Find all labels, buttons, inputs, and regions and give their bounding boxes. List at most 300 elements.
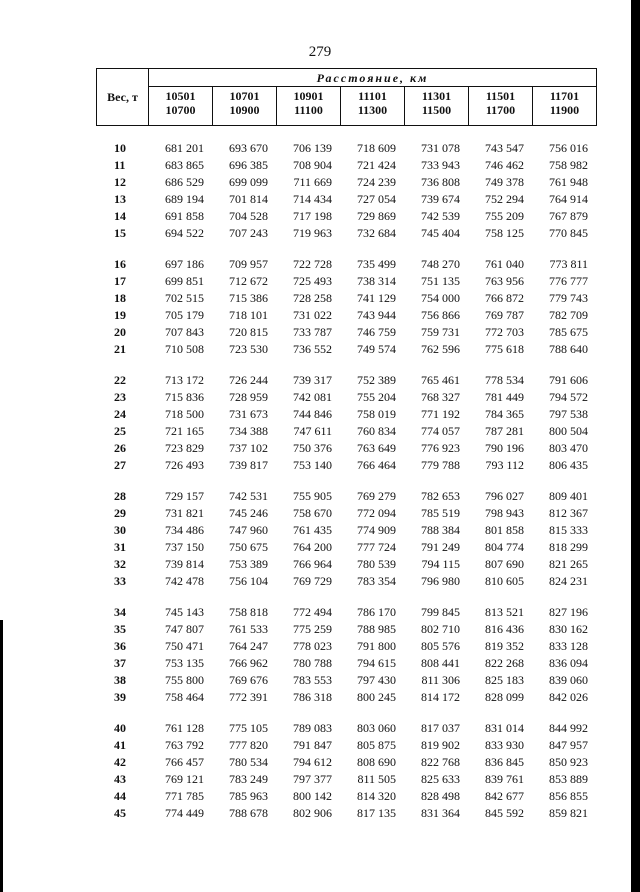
price-cell: 788 985 [357, 622, 396, 636]
table-row [96, 638, 596, 655]
weight-cell: 27 [114, 458, 126, 472]
price-cell: 784 365 [485, 407, 524, 421]
price-cell: 742 081 [293, 390, 332, 404]
price-cell: 769 279 [357, 489, 396, 503]
price-cell: 801 858 [485, 523, 524, 537]
price-cell: 805 576 [421, 639, 460, 653]
price-cell: 791 847 [293, 738, 332, 752]
distance-range-header [277, 87, 341, 126]
price-cell: 739 817 [229, 458, 268, 472]
price-cell: 778 023 [293, 639, 332, 653]
price-cell: 770 845 [549, 226, 588, 240]
price-cell: 788 384 [421, 523, 460, 537]
weight-cell: 20 [114, 325, 126, 339]
price-cell: 710 508 [165, 342, 204, 356]
table-row [96, 256, 596, 273]
price-cell: 723 530 [229, 342, 268, 356]
price-cell: 686 529 [165, 175, 204, 189]
price-cell: 745 143 [165, 605, 204, 619]
price-cell: 699 099 [229, 175, 268, 189]
price-cell: 720 815 [229, 325, 268, 339]
price-cell: 783 553 [293, 673, 332, 687]
distance-column-header: Расстояние, км [149, 69, 597, 87]
table-row [96, 324, 596, 341]
price-cell: 768 327 [421, 390, 460, 404]
weight-cell: 12 [114, 175, 126, 189]
weight-cell: 17 [114, 274, 126, 288]
price-cell: 717 198 [293, 209, 332, 223]
price-cell: 756 104 [229, 574, 268, 588]
price-cell: 706 139 [293, 141, 332, 155]
price-cell: 731 821 [165, 506, 204, 520]
group-spacer [96, 590, 596, 604]
price-cell: 788 640 [549, 342, 588, 356]
price-cell: 752 294 [485, 192, 524, 206]
price-cell: 707 243 [229, 226, 268, 240]
price-cell: 788 678 [229, 806, 268, 820]
price-cell: 839 060 [549, 673, 588, 687]
price-cell: 725 493 [293, 274, 332, 288]
price-cell: 778 534 [485, 373, 524, 387]
table-row [96, 539, 596, 556]
weight-cell: 45 [114, 806, 126, 820]
price-cell: 807 690 [485, 557, 524, 571]
price-cell: 836 845 [485, 755, 524, 769]
price-cell: 856 855 [549, 789, 588, 803]
price-cell: 743 944 [357, 308, 396, 322]
price-cell: 793 112 [485, 458, 524, 472]
price-cell: 689 194 [165, 192, 204, 206]
price-cell: 729 157 [165, 489, 204, 503]
table-row [96, 191, 596, 208]
price-cell: 762 596 [421, 342, 460, 356]
price-cell: 782 653 [421, 489, 460, 503]
price-cell: 769 676 [229, 673, 268, 687]
weight-cell: 13 [114, 192, 126, 206]
price-cell: 746 462 [485, 158, 524, 172]
price-cell: 790 196 [485, 441, 524, 455]
price-cell: 828 498 [421, 789, 460, 803]
weight-cell: 18 [114, 291, 126, 305]
price-cell: 718 500 [165, 407, 204, 421]
price-cell: 693 670 [229, 141, 268, 155]
price-cell: 732 684 [357, 226, 396, 240]
table-row [96, 307, 596, 324]
price-cell: 743 547 [485, 141, 524, 155]
price-cell: 825 633 [421, 772, 460, 786]
table-row [96, 372, 596, 389]
price-cell: 745 246 [229, 506, 268, 520]
price-cell: 755 204 [357, 390, 396, 404]
price-cell: 742 478 [165, 574, 204, 588]
group-spacer [96, 358, 596, 372]
price-cell: 772 703 [485, 325, 524, 339]
price-cell: 750 675 [229, 540, 268, 554]
weight-cell: 15 [114, 226, 126, 240]
table-body [96, 136, 596, 822]
weight-cell: 40 [114, 721, 126, 735]
distance-range-header [405, 87, 469, 126]
table-row [96, 720, 596, 737]
price-cell: 731 022 [293, 308, 332, 322]
price-cell: 722 728 [293, 257, 332, 271]
price-cell: 782 709 [549, 308, 588, 322]
price-cell: 783 354 [357, 574, 396, 588]
price-cell: 800 245 [357, 690, 396, 704]
price-cell: 733 943 [421, 158, 460, 172]
price-cell: 696 385 [229, 158, 268, 172]
price-cell: 691 858 [165, 209, 204, 223]
price-cell: 813 521 [485, 605, 524, 619]
price-cell: 797 377 [293, 772, 332, 786]
table-row [96, 556, 596, 573]
price-cell: 737 150 [165, 540, 204, 554]
price-cell: 746 759 [357, 325, 396, 339]
price-cell: 734 388 [229, 424, 268, 438]
weight-cell: 16 [114, 257, 126, 271]
price-cell: 805 875 [357, 738, 396, 752]
table-row [96, 604, 596, 621]
price-cell: 758 670 [293, 506, 332, 520]
price-cell: 735 499 [357, 257, 396, 271]
weight-cell: 24 [114, 407, 126, 421]
price-cell: 727 054 [357, 192, 396, 206]
price-cell: 791 249 [421, 540, 460, 554]
price-cell: 786 318 [293, 690, 332, 704]
price-cell: 763 792 [165, 738, 204, 752]
price-cell: 739 317 [293, 373, 332, 387]
price-cell: 764 247 [229, 639, 268, 653]
price-cell: 731 673 [229, 407, 268, 421]
weight-cell: 38 [114, 673, 126, 687]
price-cell: 739 814 [165, 557, 204, 571]
price-cell: 763 956 [485, 274, 524, 288]
weight-cell: 22 [114, 373, 126, 387]
price-cell: 694 522 [165, 226, 204, 240]
page-number: 279 [308, 44, 332, 60]
price-cell: 773 811 [549, 257, 588, 271]
price-cell: 794 615 [357, 656, 396, 670]
weight-cell: 44 [114, 789, 126, 803]
price-cell: 742 539 [421, 209, 460, 223]
price-cell: 817 135 [357, 806, 396, 820]
price-cell: 748 270 [421, 257, 460, 271]
price-cell: 775 259 [293, 622, 332, 636]
price-cell: 761 533 [229, 622, 268, 636]
price-cell: 774 909 [357, 523, 396, 537]
price-cell: 831 364 [421, 806, 460, 820]
table-row [96, 225, 596, 242]
price-cell: 800 142 [293, 789, 332, 803]
distance-range-header [213, 87, 277, 126]
table-row [96, 140, 596, 157]
table-row [96, 440, 596, 457]
price-cell: 744 846 [293, 407, 332, 421]
price-cell: 810 605 [485, 574, 524, 588]
price-cell: 800 504 [549, 424, 588, 438]
group-spacer [96, 242, 596, 256]
price-cell: 797 538 [549, 407, 588, 421]
range-to: 11300 [357, 103, 388, 117]
price-cell: 830 162 [549, 622, 588, 636]
table-row [96, 788, 596, 805]
price-cell: 755 800 [165, 673, 204, 687]
group-spacer [96, 706, 596, 720]
price-cell: 765 461 [421, 373, 460, 387]
price-cell: 715 386 [229, 291, 268, 305]
weight-cell: 39 [114, 690, 126, 704]
price-cell: 739 674 [421, 192, 460, 206]
price-cell: 780 539 [357, 557, 396, 571]
range-to: 10700 [165, 103, 196, 117]
price-cell: 798 943 [485, 506, 524, 520]
price-cell: 766 872 [485, 291, 524, 305]
price-cell: 777 724 [357, 540, 396, 554]
price-cell: 742 531 [229, 489, 268, 503]
price-cell: 761 948 [549, 175, 588, 189]
range-from: 11301 [421, 89, 452, 103]
price-cell: 789 083 [293, 721, 332, 735]
price-cell: 819 902 [421, 738, 460, 752]
range-from: 11501 [485, 89, 516, 103]
price-cell: 683 865 [165, 158, 204, 172]
price-cell: 719 963 [293, 226, 332, 240]
price-cell: 761 435 [293, 523, 332, 537]
price-cell: 811 306 [421, 673, 460, 687]
price-cell: 777 820 [229, 738, 268, 752]
price-cell: 775 618 [485, 342, 524, 356]
range-from: 11701 [549, 89, 580, 103]
price-cell: 699 851 [165, 274, 204, 288]
table-header [96, 68, 597, 126]
range-from: 10901 [293, 89, 324, 103]
price-cell: 702 515 [165, 291, 204, 305]
price-cell: 760 834 [357, 424, 396, 438]
distance-range-header [469, 87, 533, 126]
price-cell: 711 669 [293, 175, 332, 189]
weight-cell: 23 [114, 390, 126, 404]
table-row [96, 208, 596, 225]
table-row [96, 672, 596, 689]
weight-cell: 32 [114, 557, 126, 571]
weight-cell: 10 [114, 141, 126, 155]
price-cell: 728 258 [293, 291, 332, 305]
weight-column-header: Вес, т [97, 69, 149, 126]
price-cell: 815 333 [549, 523, 588, 537]
price-cell: 769 787 [485, 308, 524, 322]
price-cell: 781 449 [485, 390, 524, 404]
price-cell: 755 209 [485, 209, 524, 223]
price-cell: 774 057 [421, 424, 460, 438]
price-cell: 756 016 [549, 141, 588, 155]
price-cell: 780 534 [229, 755, 268, 769]
price-cell: 713 172 [165, 373, 204, 387]
price-cell: 821 265 [549, 557, 588, 571]
price-cell: 828 099 [485, 690, 524, 704]
price-cell: 734 486 [165, 523, 204, 537]
table-row [96, 406, 596, 423]
table-row [96, 389, 596, 406]
price-cell: 794 115 [421, 557, 460, 571]
price-cell: 791 606 [549, 373, 588, 387]
table-row [96, 655, 596, 672]
price-cell: 776 923 [421, 441, 460, 455]
price-cell: 723 829 [165, 441, 204, 455]
price-cell: 774 449 [165, 806, 204, 820]
price-cell: 839 761 [485, 772, 524, 786]
price-cell: 785 519 [421, 506, 460, 520]
price-cell: 803 470 [549, 441, 588, 455]
weight-cell: 19 [114, 308, 126, 322]
price-cell: 758 019 [357, 407, 396, 421]
price-cell: 753 389 [229, 557, 268, 571]
price-cell: 764 914 [549, 192, 588, 206]
table-row [96, 273, 596, 290]
price-cell: 753 140 [293, 458, 332, 472]
price-cell: 833 128 [549, 639, 588, 653]
weight-cell: 31 [114, 540, 126, 554]
price-cell: 731 078 [421, 141, 460, 155]
weight-cell: 26 [114, 441, 126, 455]
table-row [96, 290, 596, 307]
price-cell: 750 471 [165, 639, 204, 653]
price-cell: 764 200 [293, 540, 332, 554]
price-cell: 759 731 [421, 325, 460, 339]
price-cell: 766 962 [229, 656, 268, 670]
price-cell: 738 314 [357, 274, 396, 288]
price-cell: 802 710 [421, 622, 460, 636]
table-row [96, 805, 596, 822]
price-cell: 819 352 [485, 639, 524, 653]
price-cell: 728 959 [229, 390, 268, 404]
price-cell: 705 179 [165, 308, 204, 322]
price-cell: 797 430 [357, 673, 396, 687]
price-cell: 796 027 [485, 489, 524, 503]
price-cell: 749 378 [485, 175, 524, 189]
price-cell: 745 404 [421, 226, 460, 240]
price-cell: 806 435 [549, 458, 588, 472]
price-cell: 772 094 [357, 506, 396, 520]
price-cell: 803 060 [357, 721, 396, 735]
price-cell: 715 836 [165, 390, 204, 404]
weight-cell: 21 [114, 342, 126, 356]
price-cell: 808 441 [421, 656, 460, 670]
price-cell: 754 000 [421, 291, 460, 305]
table-row [96, 754, 596, 771]
price-cell: 787 281 [485, 424, 524, 438]
price-cell: 755 905 [293, 489, 332, 503]
rate-table [96, 68, 596, 822]
price-cell: 816 436 [485, 622, 524, 636]
price-cell: 771 192 [421, 407, 460, 421]
price-cell: 827 196 [549, 605, 588, 619]
price-cell: 779 788 [421, 458, 460, 472]
distance-range-header [341, 87, 405, 126]
price-cell: 761 128 [165, 721, 204, 735]
table-row [96, 157, 596, 174]
price-cell: 758 125 [485, 226, 524, 240]
price-cell: 775 105 [229, 721, 268, 735]
price-cell: 859 821 [549, 806, 588, 820]
scan-edge-right [631, 0, 640, 892]
table-row [96, 522, 596, 539]
table-row [96, 457, 596, 474]
range-to: 11900 [549, 103, 580, 117]
price-cell: 733 787 [293, 325, 332, 339]
price-cell: 785 675 [549, 325, 588, 339]
price-cell: 825 183 [485, 673, 524, 687]
price-cell: 791 800 [357, 639, 396, 653]
table-row [96, 573, 596, 590]
price-cell: 736 808 [421, 175, 460, 189]
price-cell: 794 572 [549, 390, 588, 404]
weight-cell: 34 [114, 605, 126, 619]
weight-cell: 29 [114, 506, 126, 520]
price-cell: 818 299 [549, 540, 588, 554]
price-cell: 767 879 [549, 209, 588, 223]
price-cell: 758 818 [229, 605, 268, 619]
scan-edge-left [0, 620, 3, 892]
price-cell: 842 677 [485, 789, 524, 803]
weight-cell: 43 [114, 772, 126, 786]
price-cell: 756 866 [421, 308, 460, 322]
price-cell: 729 869 [357, 209, 396, 223]
price-cell: 817 037 [421, 721, 460, 735]
price-cell: 836 094 [549, 656, 588, 670]
range-from: 11101 [358, 89, 387, 103]
price-cell: 718 101 [229, 308, 268, 322]
price-cell: 747 807 [165, 622, 204, 636]
price-cell: 847 957 [549, 738, 588, 752]
group-spacer [96, 474, 596, 488]
price-cell: 842 026 [549, 690, 588, 704]
price-cell: 741 129 [357, 291, 396, 305]
price-cell: 721 424 [357, 158, 396, 172]
price-cell: 811 505 [357, 772, 396, 786]
price-cell: 769 121 [165, 772, 204, 786]
weight-cell: 37 [114, 656, 126, 670]
price-cell: 751 135 [421, 274, 460, 288]
price-cell: 853 889 [549, 772, 588, 786]
price-cell: 783 249 [229, 772, 268, 786]
range-to: 11100 [294, 103, 323, 117]
price-cell: 786 170 [357, 605, 396, 619]
weight-cell: 30 [114, 523, 126, 537]
price-cell: 724 239 [357, 175, 396, 189]
price-cell: 794 612 [293, 755, 332, 769]
price-cell: 845 592 [485, 806, 524, 820]
table-row [96, 771, 596, 788]
range-to: 11500 [421, 103, 452, 117]
price-cell: 681 201 [165, 141, 204, 155]
range-from: 10501 [165, 89, 196, 103]
price-cell: 772 391 [229, 690, 268, 704]
price-cell: 802 906 [293, 806, 332, 820]
range-to: 10900 [229, 103, 260, 117]
price-cell: 763 649 [357, 441, 396, 455]
price-cell: 812 367 [549, 506, 588, 520]
weight-cell: 28 [114, 489, 126, 503]
price-cell: 737 102 [229, 441, 268, 455]
table-row [96, 488, 596, 505]
weight-cell: 14 [114, 209, 126, 223]
price-cell: 809 401 [549, 489, 588, 503]
price-cell: 752 389 [357, 373, 396, 387]
weight-cell: 42 [114, 755, 126, 769]
price-cell: 712 672 [229, 274, 268, 288]
distance-ranges-row [97, 87, 597, 126]
price-cell: 822 768 [421, 755, 460, 769]
